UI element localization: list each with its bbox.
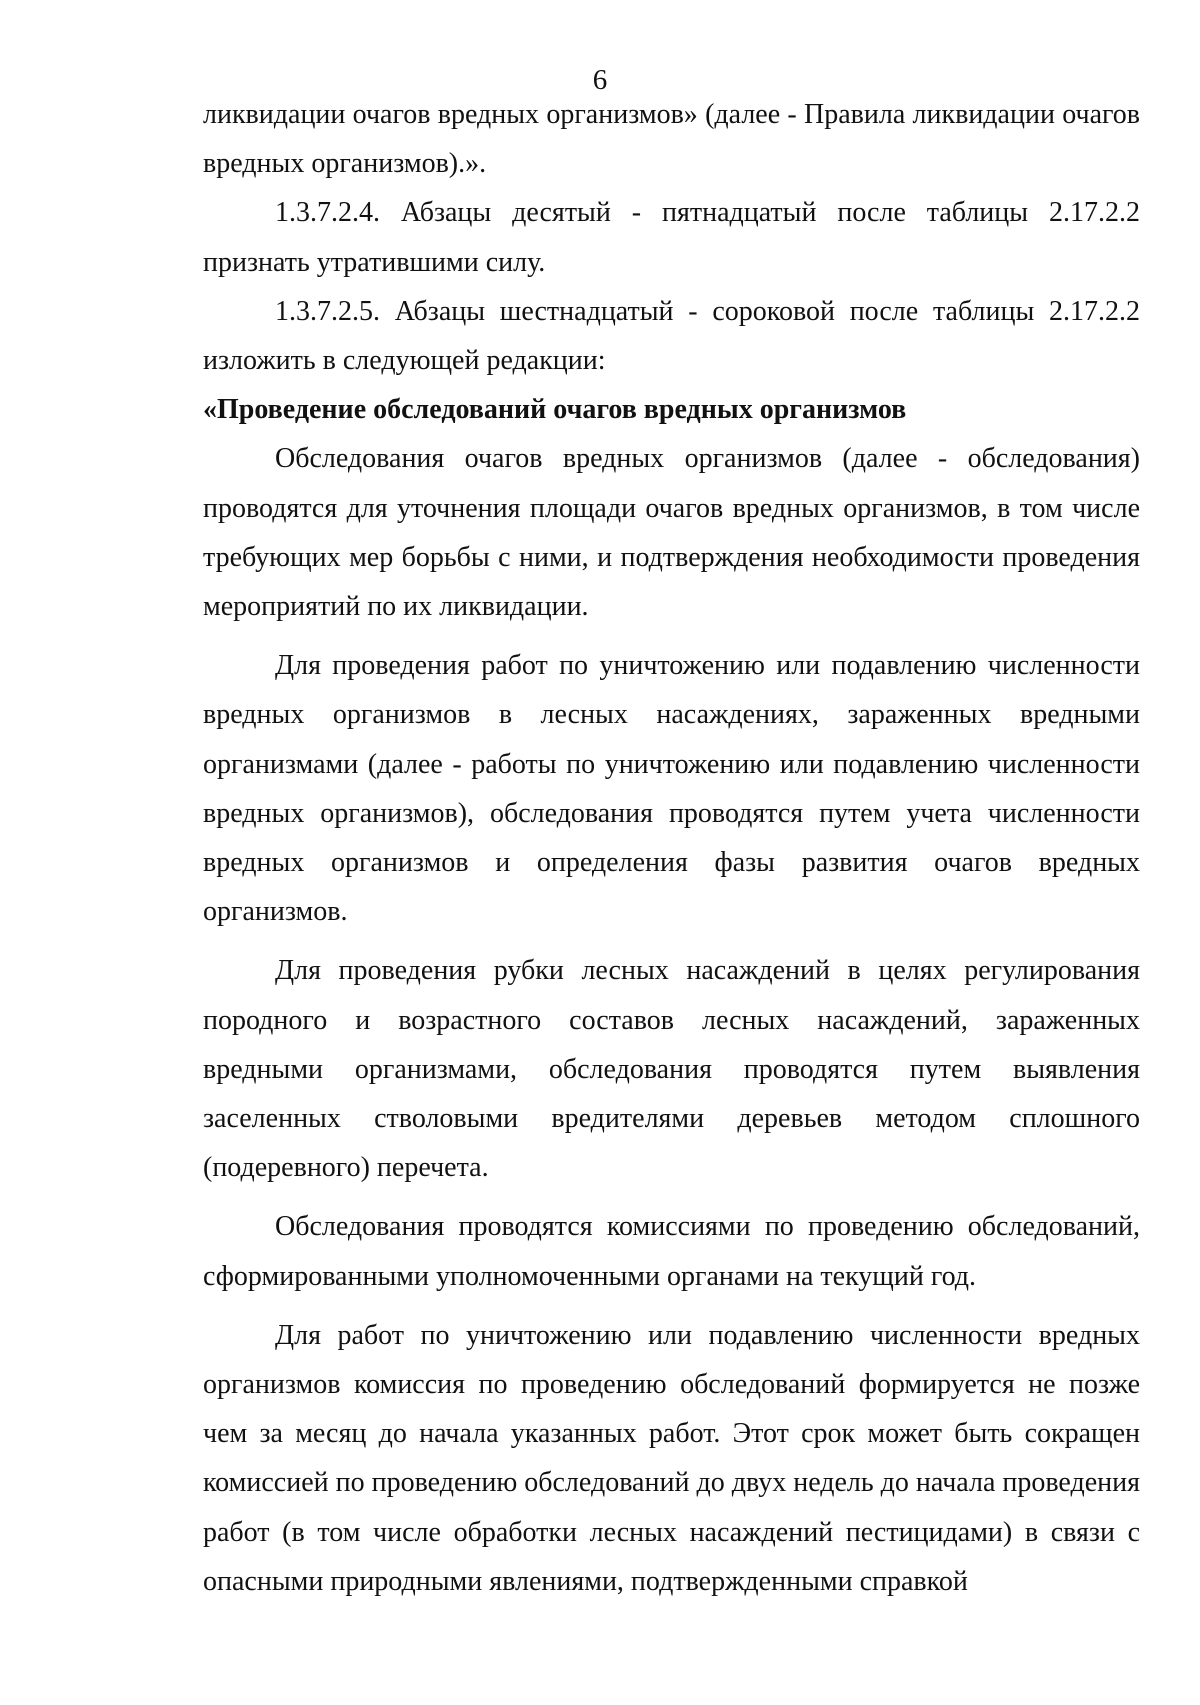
document-body	[203, 90, 1140, 1606]
paragraph-item-1-3-7-2-5: 1.3.7.2.5. Абзацы шестнадцатый - сороковой после таблицы 2.17.2.2 изложить в следующей редакции:	[203, 295, 1140, 377]
paragraph-commission-timing: Для работ по уничтожению или подавлению численности вредных организмов комиссия по проведению обследований формируется не позже чем за месяц до начала указанных работ. Этот срок может быть сокращен комиссией по проведению обследований до двух недель до начала проведения работ (в том числе обработки лесных насаждений пестицидами) в связи с опасными природными явлениями, подтвержденными справкой	[203, 1319, 1140, 1597]
paragraph-item-1-3-7-2-4: 1.3.7.2.4. Абзацы десятый - пятнадцатый после таблицы 2.17.2.2 признать утратившими силу.	[203, 197, 1140, 278]
paragraph-felling-surveys: Для проведения рубки лесных насаждений в целях регулирования породного и возрастного составов лесных насаждений, зараженных вредными организмами, обследования проводятся путем выявления заселенных стволовыми вредителями деревьев методом сплошного (подеревного) перечета.	[203, 955, 1140, 1184]
paragraph-commissions: Обследования проводятся комиссиями по проведению обследований, сформированными уполномоченными органами на текущий год.	[203, 1211, 1140, 1292]
paragraph-pest-control-surveys: Для проведения работ по уничтожению или подавлению численности вредных организмов в лесных насаждениях, зараженных вредными организмами (далее - работы по уничтожению или подавлению численности вредных организмов), обследования проводятся путем учета численности вредных организмов и определения фазы развития очагов вредных организмов.	[203, 650, 1140, 928]
paragraph-continuation: ликвидации очагов вредных организмов» (далее - Правила ликвидации очагов вредных организмов).».	[203, 99, 1140, 180]
section-heading: «Проведение обследований очагов вредных организмов	[203, 394, 907, 426]
paragraph-surveys-purpose: Обследования очагов вредных организмов (далее - обследования) проводятся для уточнения площади очагов вредных организмов, в том числе требующих мер борьбы с ними, и подтверждения необходимости проведения мероприятий по их ликвидации.	[203, 443, 1140, 623]
page-number: 6	[592, 64, 608, 96]
